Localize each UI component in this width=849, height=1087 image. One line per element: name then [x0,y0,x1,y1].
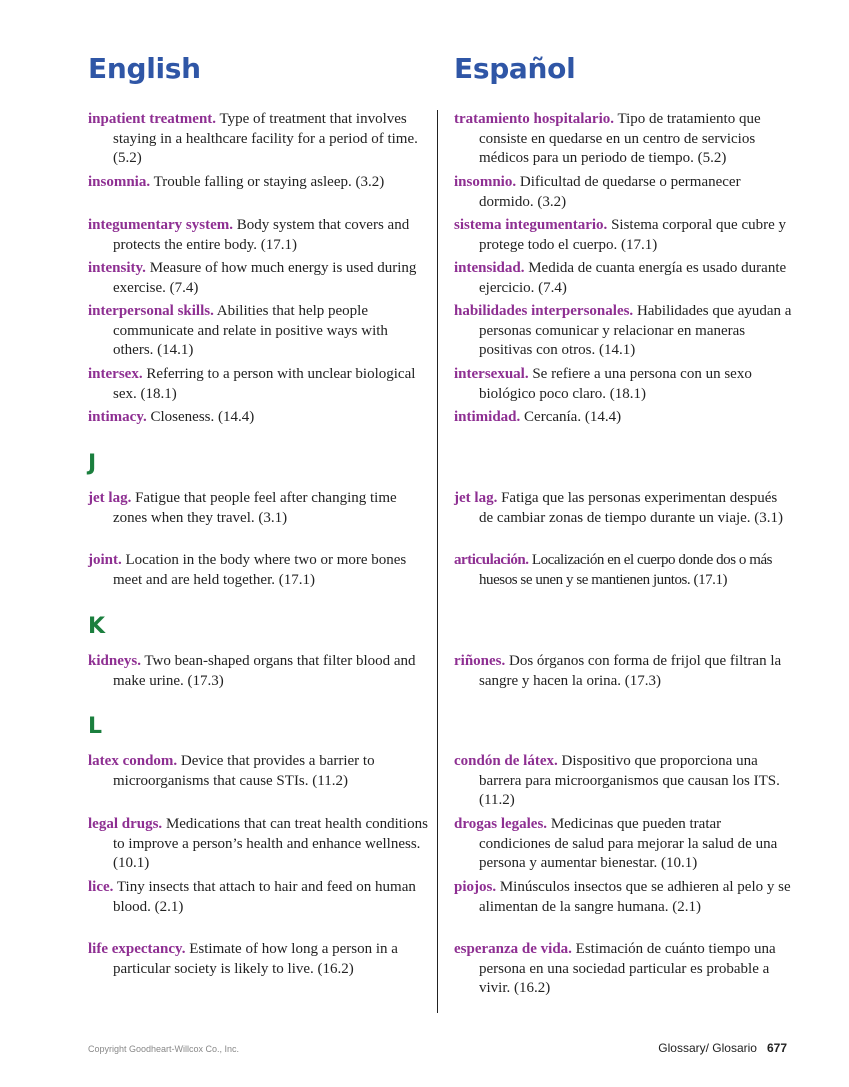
glossary-term: intensidad. [454,260,525,276]
glossary-definition: Location in the body where two or more bones meet and are held together. (17.1) [113,552,407,588]
column-divider [437,110,438,1013]
glossary-entry-spanish [454,365,794,404]
glossary-entry-spanish [454,878,794,917]
glossary-entry-english [88,815,428,874]
page-footer [658,1041,787,1055]
glossary-term: intersex. [88,366,143,382]
glossary-definition: Dificultad de quedarse o permanecer dormido. (3.2) [479,174,741,210]
glossary-term: integumentary system. [88,217,233,233]
glossary-definition: Dispositivo que proporciona una barrera para microorganismos que causan los ITS. (11.2) [479,753,780,809]
glossary-definition: Fatiga que las personas experimentan después de cambiar zonas de tiempo durante un viaje. (3.1) [479,490,784,526]
glossary-definition: Cercanía. (14.4) [520,409,622,425]
glossary-term: sistema integumentario. [454,217,608,233]
glossary-definition: Device that provides a barrier to microorganisms that cause STIs. (11.2) [113,753,375,789]
glossary-entry-english [88,302,428,361]
glossary-entry-spanish [454,940,794,999]
glossary-definition: Medida de cuanta energía es usado durante ejercicio. (7.4) [479,260,787,296]
glossary-entry-english [88,551,428,590]
letter-heading-j: J [88,451,97,476]
glossary-definition: Medicinas que pueden tratar condiciones de salud para mejorar la salud de una persona y aumentar bienestar. (10.1) [479,816,778,872]
glossary-entry-english [88,752,428,791]
glossary-term: jet lag. [88,490,132,506]
glossary-term: insomnia. [88,174,151,190]
glossary-definition: Sistema corporal que cubre y protege todo el cuerpo. (17.1) [479,217,787,253]
glossary-entry-english [88,259,428,298]
spanish-heading: Español [454,52,576,85]
glossary-entry-spanish [454,752,794,811]
glossary-definition: Estimate of how long a person in a particular society is likely to live. (16.2) [113,941,398,977]
glossary-definition: Tiny insects that attach to hair and feed on human blood. (2.1) [113,879,416,915]
glossary-entry-english [88,489,428,528]
glossary-definition: Referring to a person with unclear biological sex. (18.1) [113,366,416,402]
glossary-term: legal drugs. [88,816,163,832]
glossary-definition: Two bean-shaped organs that filter blood and make urine. (17.3) [113,653,416,689]
glossary-term: intersexual. [454,366,529,382]
glossary-term: kidneys. [88,653,141,669]
glossary-term: intimidad. [454,409,521,425]
glossary-entry-english [88,652,428,691]
glossary-term: articulación. [454,552,529,568]
glossary-term: tratamiento hospitalario. [454,111,614,127]
glossary-term: piojos. [454,879,497,895]
letter-heading-l: L [88,714,103,739]
glossary-term: latex condom. [88,753,178,769]
glossary-term: insomnio. [454,174,517,190]
glossary-entry-spanish [454,173,794,212]
glossary-term: lice. [88,879,114,895]
glossary-term: jet lag. [454,490,498,506]
glossary-definition: Body system that covers and protects the entire body. (17.1) [113,217,410,253]
glossary-definition: Trouble falling or staying asleep. (3.2) [150,174,385,190]
section-label: Glossary/ Glosario [658,1041,757,1055]
glossary-term: drogas legales. [454,816,548,832]
glossary-entry-english [88,110,428,169]
glossary-entry-spanish [454,259,794,298]
glossary-term: inpatient treatment. [88,111,217,127]
glossary-term: riñones. [454,653,506,669]
glossary-entry-english [88,408,428,428]
glossary-entry-spanish [454,302,794,361]
glossary-term: condón de látex. [454,753,558,769]
copyright-notice: Copyright Goodheart-Willcox Co., Inc. [88,1044,240,1054]
glossary-entry-english [88,365,428,404]
glossary-term: esperanza de vida. [454,941,572,957]
glossary-definition: Abilities that help people communicate and relate in positive ways with others. (14.1) [113,303,388,359]
glossary-definition: Estimación de cuánto tiempo una persona en una sociedad particular es probable a vivir. (16.2) [479,941,776,997]
glossary-definition: Measure of how much energy is used during exercise. (7.4) [113,260,417,296]
glossary-entry-spanish [454,489,794,528]
glossary-entry-spanish [454,815,794,874]
glossary-term: intensity. [88,260,146,276]
glossary-entry-english [88,173,428,193]
page-number: 677 [766,1041,787,1055]
glossary-entry-english [88,878,428,917]
glossary-entry-spanish [454,408,794,428]
glossary-entry-spanish [454,551,794,590]
glossary-definition: Habilidades que ayudan a personas comunicar y relacionar en maneras positivas con otros. (14.1) [479,303,792,359]
glossary-entry-spanish [454,110,794,169]
letter-heading-k: K [88,614,106,639]
glossary-definition: Dos órganos con forma de frijol que filtran la sangre y hacen la orina. (17.3) [479,653,782,689]
glossary-entry-english [88,940,428,979]
glossary-term: joint. [88,552,122,568]
glossary-definition: Se refiere a una persona con un sexo biológico poco claro. (18.1) [479,366,752,402]
glossary-term: interpersonal skills. [88,303,214,319]
glossary-definition: Minúsculos insectos que se adhieren al pelo y se alimentan de la sangre humana. (2.1) [479,879,791,915]
english-heading: English [88,52,201,85]
glossary-definition: Medications that can treat health conditions to improve a person’s health and enhance wellness. (10.1) [113,816,428,872]
glossary-term: habilidades interpersonales. [454,303,634,319]
glossary-term: intimacy. [88,409,147,425]
glossary-term: life expectancy. [88,941,186,957]
glossary-definition: Closeness. (14.4) [146,409,255,425]
glossary-entry-spanish [454,216,794,255]
glossary-definition: Fatigue that people feel after changing time zones when they travel. (3.1) [113,490,397,526]
glossary-entry-english [88,216,428,255]
glossary-definition: Localización en el cuerpo donde dos o más huesos se unen y se mantienen juntos. (17.1) [479,552,773,588]
glossary-entry-spanish [454,652,794,691]
glossary-definition: Type of treatment that involves staying in a healthcare facility for a period of time. (5.2) [113,111,418,167]
glossary-definition: Tipo de tratamiento que consiste en quedarse en un centro de servicios médicos para un periodo de tiempo. (5.2) [479,111,761,167]
